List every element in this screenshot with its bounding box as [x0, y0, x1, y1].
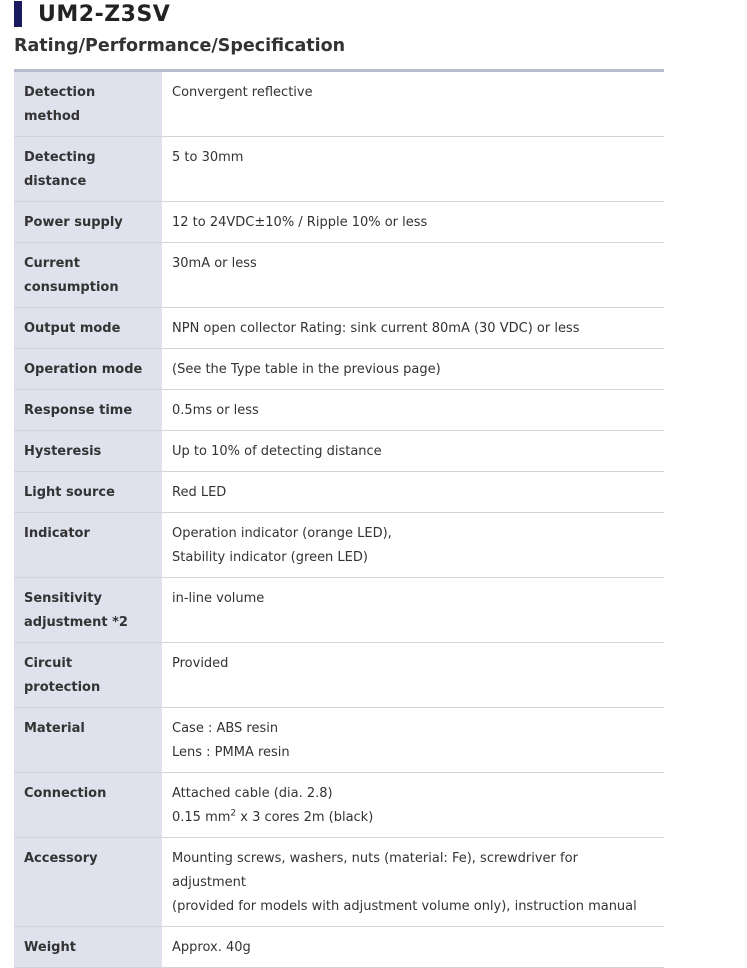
row-value: Provided [162, 643, 664, 708]
table-row [14, 643, 664, 708]
table-row [14, 773, 664, 838]
row-label: Detection method [14, 71, 162, 137]
cable-spec: 0.15 $mm^2$ x 3 cores 2m (black) [172, 808, 374, 825]
table-row [14, 308, 664, 349]
row-label: Accessory [14, 838, 162, 927]
row-label: Sensitivity adjustment *2 [14, 578, 162, 643]
row-label: Light source [14, 472, 162, 513]
row-label: Indicator [14, 513, 162, 578]
table-row [14, 708, 664, 773]
table-row [14, 390, 664, 431]
row-label: Circuit protection [14, 643, 162, 708]
row-value: Mounting screws, washers, nuts (material: Fe), screwdriver for adjustment (provided for models with adjustment volume only), instruction manual [162, 838, 664, 927]
table-row [14, 578, 664, 643]
row-value: (See the Type table in the previous page) [162, 349, 664, 390]
row-label: Power supply [14, 202, 162, 243]
row-label: Connection [14, 773, 162, 838]
row-value: Attached cable (dia. 2.8) 0.15 $mm^2$ x 3 cores 2m (black) [162, 773, 664, 838]
row-label: Material [14, 708, 162, 773]
row-value: Case : ABS resin Lens : PMMA resin [162, 708, 664, 773]
row-value: Up to 10% of detecting distance [162, 431, 664, 472]
section-title: Rating/Performance/Specification [14, 36, 346, 56]
row-value: Approx. 40g [162, 927, 664, 968]
row-label: Current consumption [14, 243, 162, 308]
table-row [14, 349, 664, 390]
row-label: Hysteresis [14, 431, 162, 472]
row-label: Detecting distance [14, 137, 162, 202]
row-value: Convergent reflective [162, 71, 664, 137]
table-row [14, 513, 664, 578]
table-row [14, 472, 664, 513]
row-value: 0.5ms or less [162, 390, 664, 431]
title-accent-bar [14, 1, 22, 27]
row-value: 30mA or less [162, 243, 664, 308]
table-row [14, 431, 664, 472]
table-row [14, 927, 664, 968]
row-value: in-line volume [162, 578, 664, 643]
model-title [14, 0, 170, 28]
row-value: 5 to 30mm [162, 137, 664, 202]
table-row [14, 71, 664, 137]
row-label: Output mode [14, 308, 162, 349]
row-label: Operation mode [14, 349, 162, 390]
row-value: 12 to 24VDC±10% / Ripple 10% or less [162, 202, 664, 243]
table-row [14, 137, 664, 202]
row-label: Response time [14, 390, 162, 431]
row-value: NPN open collector Rating: sink current 80mA (30 VDC) or less [162, 308, 664, 349]
row-value: Red LED [162, 472, 664, 513]
row-value: Operation indicator (orange LED), Stability indicator (green LED) [162, 513, 664, 578]
spec-table [14, 69, 664, 968]
row-label: Weight [14, 927, 162, 968]
table-row [14, 838, 664, 927]
model-name: UM2-Z3SV [38, 1, 171, 27]
table-row [14, 243, 664, 308]
table-row [14, 202, 664, 243]
